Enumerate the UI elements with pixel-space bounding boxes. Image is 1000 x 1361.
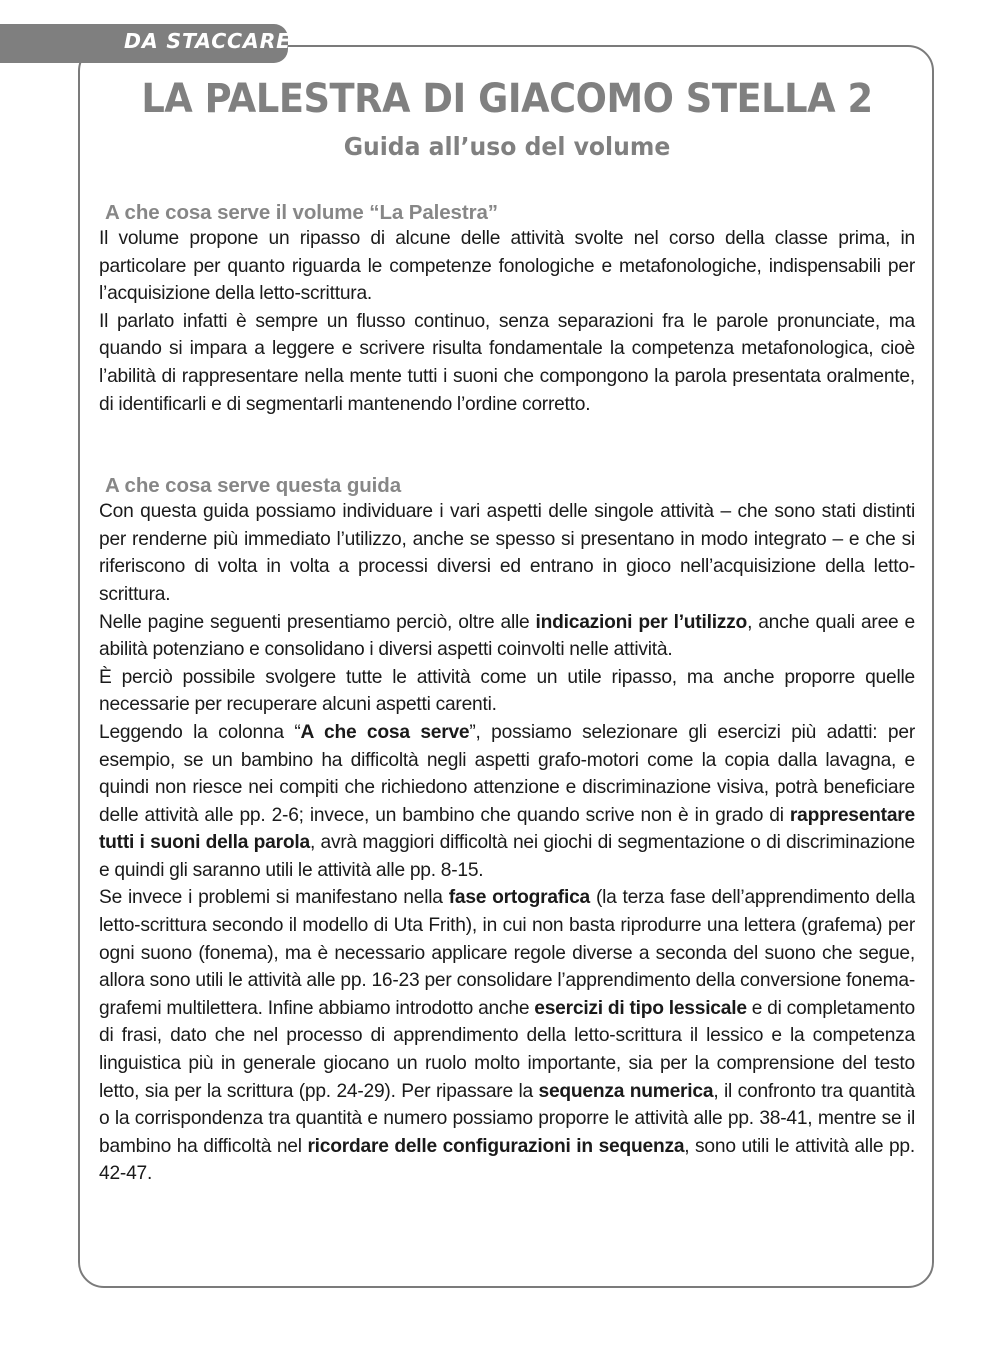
da-staccare-tab-label: DA STACCARE xyxy=(124,29,291,53)
text-run: Nelle pagine seguenti presentiamo perciò, oltre alle xyxy=(99,611,536,633)
bold-ricordare-configurazioni: ricordare delle configurazioni in sequenza xyxy=(307,1135,685,1157)
text-run: , anche quali aree e abilità potenziano e consolidano i diversi aspetti coinvolti nelle attività. xyxy=(99,611,915,661)
bold-fase-ortografica: fase ortografica xyxy=(448,887,590,909)
paragraph-indicazioni-utilizzo xyxy=(99,609,915,664)
text-run: e di completamento di frasi, dato che nel processo di apprendimento della letto-scrittura il lessico e la competenza linguistica più in generale giocano un ruolo molto importante, sia per la comprensione del testo letto, sia per la scrittura (pp. 24-29). Per ripassare la xyxy=(99,997,915,1102)
bold-sequenza-numerica: sequenza numerica xyxy=(538,1080,714,1102)
paragraph-fase-ortografica xyxy=(99,884,915,1188)
paragraph-volume-1: Il volume propone un ripasso di alcune delle attività svolte nel corso della classe prima, in particolare per quanto riguarda le competenze fonologiche e metafonologiche, indispensabili per l’acquisizione della letto-scrittura. xyxy=(99,228,915,305)
bold-rappresentare-suoni: rappresentare tutti i suoni della parola xyxy=(99,804,915,854)
text-run: , sono utili le attività alle pp. 42-47. xyxy=(99,1135,915,1185)
text-run: , avrà maggiori difficoltà nei giochi di segmentazione o di discriminazione e quindi gli saranno utili le attività alle pp. 8-15. xyxy=(99,832,915,881)
text-run: Leggendo la colonna “ xyxy=(99,721,301,743)
document-content xyxy=(99,78,915,1188)
text-run: ”, possiamo selezionare gli esercizi più adatti: per esempio, se un bambino ha difficoltà negli aspetti grafo-motori come la copia dalla lavagna, e quindi non riesce nei compiti che richiedono attenzione e discriminazione visiva, potrà beneficiare delle attività alle pp. 2-6; invece, un bambino che quando scrive non è in grado di xyxy=(99,721,915,826)
text-run: , il confronto tra quantità o la corrispondenza tra quantità e numero possiamo proporre le attività alle pp. 38-41, mentre se il bambino ha difficoltà nel xyxy=(99,1080,915,1157)
bold-esercizi-tipo-lessicale: esercizi di tipo lessicale xyxy=(534,997,747,1019)
page-subtitle: Guida all’uso del volume xyxy=(343,132,671,161)
bold-a-che-cosa-serve: A che cosa serve xyxy=(300,721,470,743)
paragraph-leggendo-colonna xyxy=(99,719,915,885)
text-run: (la terza fase dell’apprendimento della letto-scrittura secondo il modello di Uta Frith), in cui non basta riprodurre una lettera (grafema) per ogni suono (fonema), ma è necessario applicare regole diverse a seconda del suono che segue, allora sono utili le attività alle pp. 16-23 per consolidare l’apprendimento della conversione fonema-grafemi multilettera. Infine abbiamo introdotto anche xyxy=(99,887,915,1019)
paragraph-volume-2: Il parlato infatti è sempre un flusso continuo, senza separazioni fra le parole pronunciate, ma quando si impara a leggere e scrivere risulta fondamentale la competenza metafonologica, cioè l’abilità di rappresentare nella mente tutti i suoni che compongono la parola presentata oralmente, di identificarli e di segmentarli mantenendo l’ordine corretto. xyxy=(99,310,915,415)
paragraph-ripasso: È perciò possibile svolgere tutte le attività come un utile ripasso, ma anche proporre quelle necessarie per recuperare alcuni aspetti carenti. xyxy=(99,666,915,716)
section-heading-volume: A che cosa serve il volume “La Palestra” xyxy=(105,201,498,224)
bold-indicazioni-per-utilizzo: indicazioni per l’utilizzo xyxy=(535,611,748,633)
paragraph-guida-1: Con questa guida possiamo individuare i vari aspetti delle singole attività – che sono stati distinti per renderne più immediato l’utilizzo, anche se spesso si presentano in modo integrato – e che si riferiscono di volta in volta a processi diversi ed entrano in gioco nell’acquisizione della letto-scrittura. xyxy=(99,501,915,605)
page-title: LA PALESTRA DI GIACOMO STELLA 2 xyxy=(141,76,873,122)
text-run: Se invece i problemi si manifestano nella xyxy=(99,887,449,909)
section-heading-guida: A che cosa serve questa guida xyxy=(105,474,401,498)
